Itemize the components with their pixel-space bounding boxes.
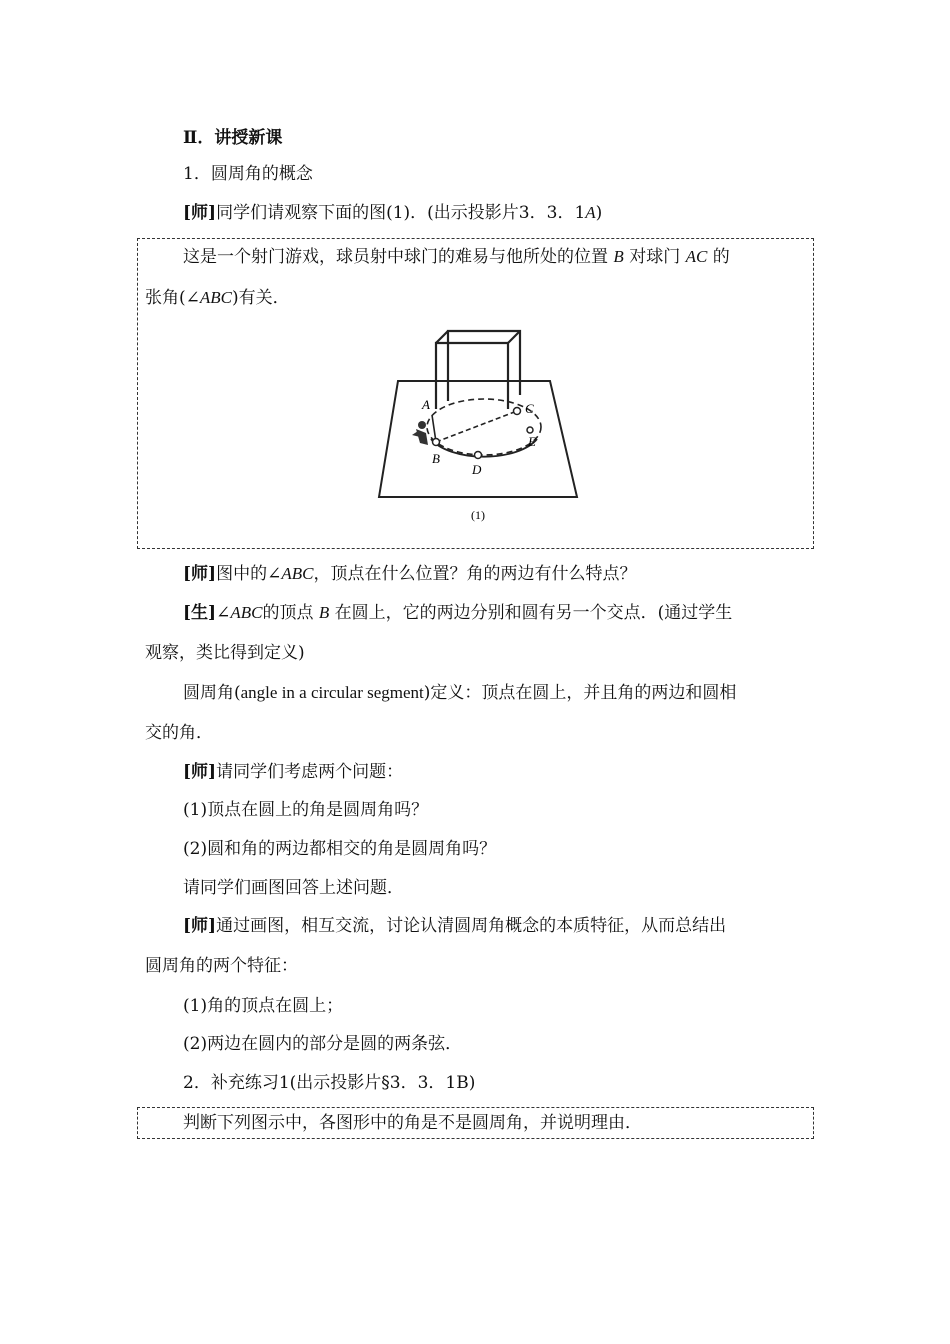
paragraph-teacher-3 xyxy=(183,761,403,783)
teacher-tag: [师] xyxy=(183,916,217,936)
exercise-prompt: 判断下列图示中，各图形中的角是不是圆周角，并说明理由． xyxy=(183,1113,642,1133)
text: 这是一个射门游戏，球员射中球门的难易与他所处的位置 xyxy=(183,247,608,267)
ground-plane xyxy=(379,381,577,497)
text: )定义：顶点在圆上，并且角的两边和圆相 xyxy=(423,683,737,703)
angle-label: ABC xyxy=(199,288,232,307)
paragraph-text: 同学们请观察下面的图(1)．(出示投影片3．3．1 xyxy=(216,203,586,223)
instruction-line: 请同学们画图回答上述问题． xyxy=(183,878,404,898)
label-E: E xyxy=(528,434,536,449)
text: 对球门 xyxy=(629,247,681,267)
paragraph-student-1 xyxy=(183,602,732,624)
question-2: (2)圆和角的两边都相交的角是圆周角吗？ xyxy=(183,839,497,859)
label-C: C xyxy=(525,401,534,416)
angle-label: ABC xyxy=(230,603,263,622)
subsection-2-title: 2．补充练习1(出示投影片§3．3．1B) xyxy=(183,1073,476,1093)
point-E-marker xyxy=(527,427,533,433)
student-tag: [生] xyxy=(183,603,217,623)
english-term: angle in a circular segment xyxy=(240,683,424,702)
point-label: B xyxy=(613,247,624,266)
feature-2: (2)两边在圆内的部分是圆的两条弦． xyxy=(183,1034,463,1054)
label-D: D xyxy=(472,462,482,477)
text: 在圆上，它的两边分别和圆有另一个交点．(通过学生 xyxy=(334,603,733,623)
point-B-marker xyxy=(433,439,440,446)
paragraph-text: ) xyxy=(595,203,603,223)
paragraph-teacher-4-cont: 圆周角的两个特征： xyxy=(145,956,298,976)
definition-line-2: 交的角． xyxy=(145,723,213,743)
angle-label: ABC xyxy=(281,564,314,583)
text: 的顶点 xyxy=(262,603,314,623)
text: 张角(∠ xyxy=(145,288,200,308)
paragraph-teacher-2 xyxy=(183,563,636,585)
definition-line-1 xyxy=(183,682,736,704)
segment-label: AC xyxy=(685,247,708,266)
figure-caption: (1) xyxy=(471,508,485,522)
label-B: B xyxy=(432,451,440,466)
teacher-tag: [师] xyxy=(183,203,217,223)
text: 圆周角( xyxy=(183,683,241,703)
text: 的 xyxy=(712,247,730,267)
feature-1: (1)角的顶点在圆上； xyxy=(183,996,344,1016)
text: 图中的∠ xyxy=(216,564,282,584)
box1-line-1 xyxy=(183,246,730,268)
teacher-tag: [师] xyxy=(183,762,217,782)
subsection-1-title: 1．圆周角的概念 xyxy=(183,164,313,184)
text: ，顶点在什么位置？角的两边有什么特点？ xyxy=(313,564,637,584)
teacher-tag: [师] xyxy=(183,564,217,584)
text: 通过画图，相互交流，讨论认清圆周角概念的本质特征，从而总结出 xyxy=(216,916,727,936)
box1-line-2 xyxy=(145,287,290,309)
paragraph-student-1-cont: 观察，类比得到定义) xyxy=(145,643,305,663)
soccer-goal-figure xyxy=(370,325,585,530)
point-C-marker xyxy=(514,408,521,415)
paragraph-teacher-4 xyxy=(183,915,726,937)
section-heading: Ⅱ．讲授新课 xyxy=(183,128,283,148)
point-D-marker xyxy=(475,452,482,459)
text: )有关． xyxy=(232,288,290,308)
text: ∠ xyxy=(216,603,231,623)
point-label: B xyxy=(318,603,330,622)
label-A: A xyxy=(422,397,430,412)
italic-label: A xyxy=(585,203,596,222)
question-1: (1)顶点在圆上的角是圆周角吗？ xyxy=(183,800,429,820)
text: 请同学们考虑两个问题： xyxy=(216,762,404,782)
paragraph-teacher-1 xyxy=(183,202,602,224)
